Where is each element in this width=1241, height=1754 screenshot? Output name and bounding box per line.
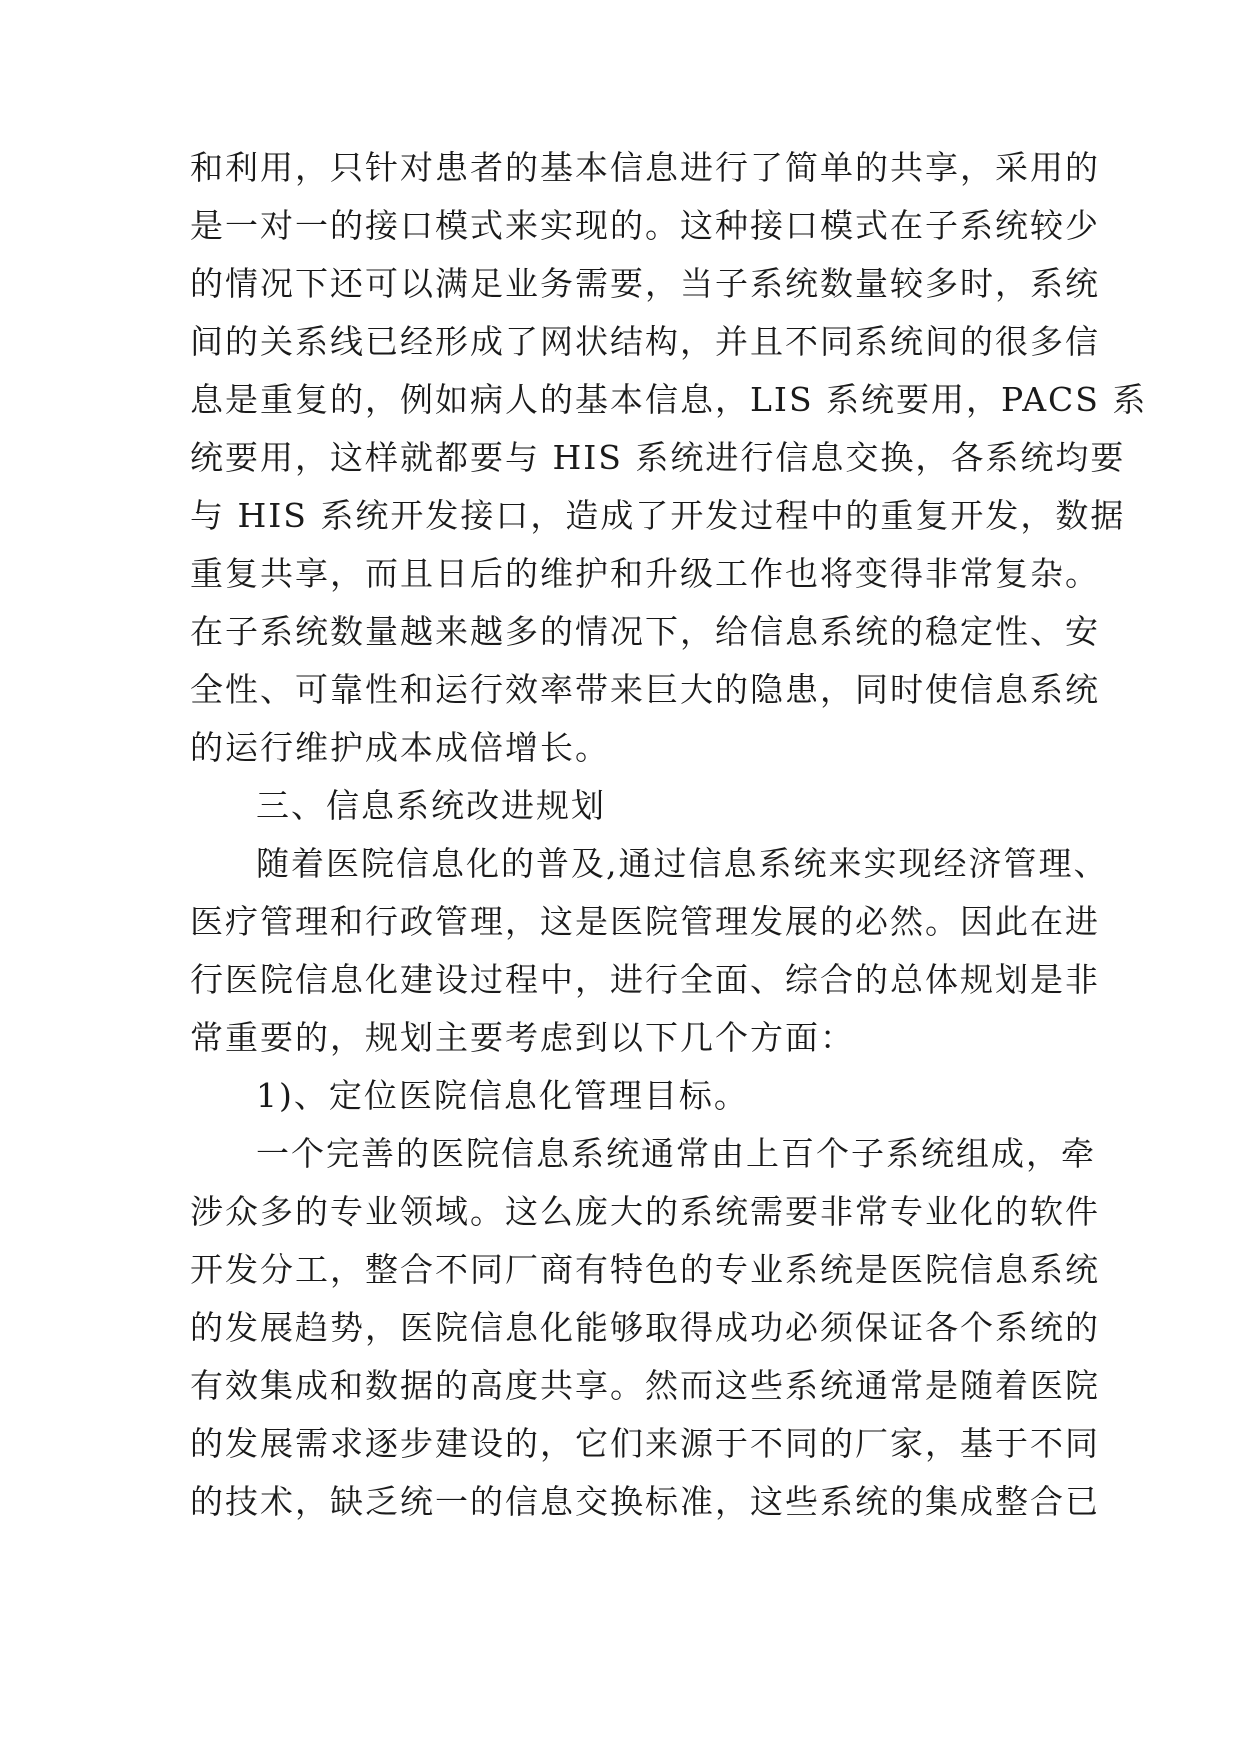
text-line: 的情况下还可以满足业务需要，当子系统数量较多时，系统 bbox=[190, 264, 1100, 303]
text-line: 涉众多的专业领域。这么庞大的系统需要非常专业化的软件 bbox=[190, 1192, 1100, 1231]
subsection-heading: 1)、定位医院信息化管理目标。 bbox=[256, 1076, 749, 1115]
text-line: 行医院信息化建设过程中，进行全面、综合的总体规划是非 bbox=[190, 960, 1100, 999]
section-heading: 三、信息系统改进规划 bbox=[256, 786, 606, 825]
text-line: 间的关系线已经形成了网状结构，并且不同系统间的很多信 bbox=[190, 322, 1100, 361]
text-line: 是一对一的接口模式来实现的。这种接口模式在子系统较少 bbox=[190, 206, 1100, 245]
text-line: 的技术，缺乏统一的信息交换标准，这些系统的集成整合已 bbox=[190, 1482, 1100, 1521]
text-line: 医疗管理和行政管理，这是医院管理发展的必然。因此在进 bbox=[190, 902, 1100, 941]
text-line: 开发分工，整合不同厂商有特色的专业系统是医院信息系统 bbox=[190, 1250, 1100, 1289]
paragraph-first-line: 随着医院信息化的普及,通过信息系统来实现经济管理、 bbox=[256, 844, 1109, 883]
text-line: 重复共享，而且日后的维护和升级工作也将变得非常复杂。 bbox=[190, 554, 1100, 593]
text-line: 的运行维护成本成倍增长。 bbox=[190, 728, 610, 767]
text-line: 有效集成和数据的高度共享。然而这些系统通常是随着医院 bbox=[190, 1366, 1100, 1405]
text-line: 统要用，这样就都要与 HIS 系统进行信息交换，各系统均要 bbox=[190, 438, 1126, 477]
text-line: 全性、可靠性和运行效率带来巨大的隐患，同时使信息系统 bbox=[190, 670, 1100, 709]
text-line: 在子系统数量越来越多的情况下，给信息系统的稳定性、安 bbox=[190, 612, 1100, 651]
text-line: 的发展需求逐步建设的，它们来源于不同的厂家，基于不同 bbox=[190, 1424, 1100, 1463]
text-line: 息是重复的，例如病人的基本信息，LIS 系统要用，PACS 系 bbox=[190, 380, 1148, 419]
text-line: 常重要的，规划主要考虑到以下几个方面： bbox=[190, 1018, 855, 1057]
paragraph-first-line: 一个完善的医院信息系统通常由上百个子系统组成，牵 bbox=[256, 1134, 1096, 1173]
text-line: 和利用，只针对患者的基本信息进行了简单的共享，采用的 bbox=[190, 148, 1100, 187]
text-line: 的发展趋势，医院信息化能够取得成功必须保证各个系统的 bbox=[190, 1308, 1100, 1347]
text-line: 与 HIS 系统开发接口，造成了开发过程中的重复开发，数据 bbox=[190, 496, 1126, 535]
